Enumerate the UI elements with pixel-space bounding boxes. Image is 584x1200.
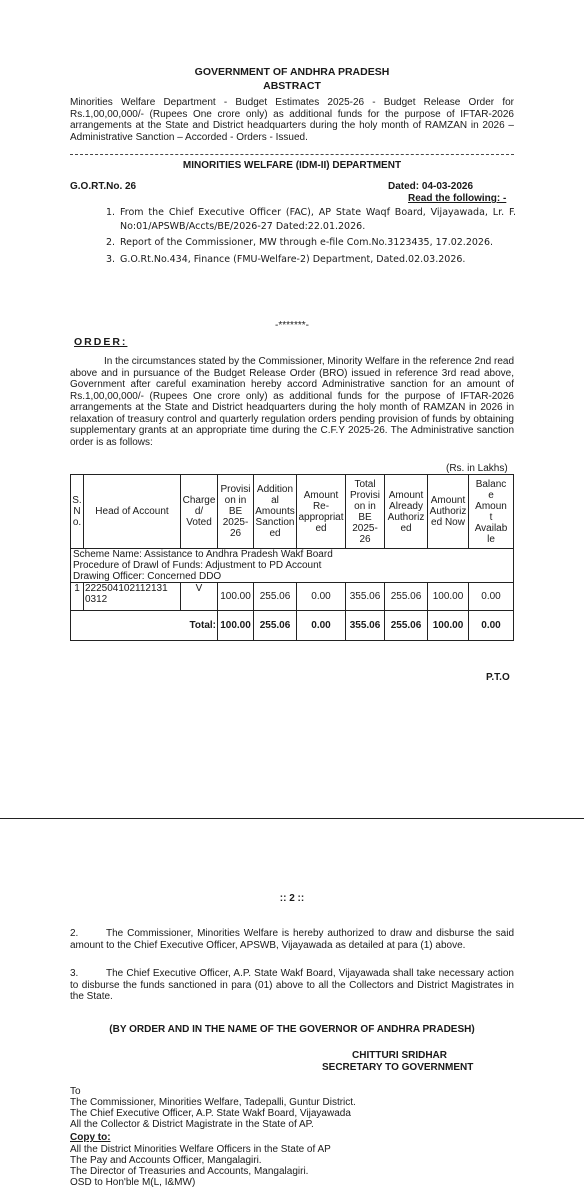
to-item: The Chief Executive Officer, A.P. State Wakf Board, Vijayawada [70,1108,351,1119]
scheme-row [71,549,514,583]
pto-label: P.T.O [486,672,510,683]
page-2 [0,822,584,1200]
copy-item: All the District Minorities Welfare Officers in the State of AP [70,1144,331,1155]
order-heading: ORDER: [74,336,128,348]
col-head-of-account: Head of Account [84,475,181,549]
signatory-designation: SECRETARY TO GOVERNMENT [322,1062,474,1073]
para-3-number: 3. [70,968,79,979]
col-sno: S. N o. [71,475,84,549]
by-order-line: (BY ORDER AND IN THE NAME OF THE GOVERNOR OF ANDHRA PRADESH) [109,1024,475,1035]
total-label: Total: [71,611,218,641]
reference-item: 2. Report of the Commissioner, MW through e-file Com.No.3123435, 17.02.2026. [106,237,494,248]
page-separator [0,818,584,819]
department-title: MINORITIES WELFARE (IDM-II) DEPARTMENT [182,160,402,171]
abstract-text: Minorities Welfare Department - Budget Estimates 2025-26 - Budget Release Order for Rs.1,00,00,000/- (Rupees One crore only) as additional funds for the purpose of IFTAR-2026 arrangements at the State and District headquarters during the holy month of RAMZAN in 2026 – Administrative Sanction – Accorded - Orders - Issued. [70,97,514,143]
abstract-title: ABSTRACT [263,80,321,92]
copy-item: The Director of Treasuries and Accounts, Mangalagiri. [70,1166,309,1177]
para-3-text: The Chief Executive Officer, A.P. State Wakf Board, Vijayawada shall take necessary action to disburse the funds sanctioned in para (01) above to all the Collectors and District Magistrates in the State. [70,968,514,1002]
stars-separator: -*******- [275,320,309,331]
total-row: Total: 100.00 255.06 0.00 355.06 255.06 100.00 0.00 [71,611,514,641]
govt-title: GOVERNMENT OF ANDHRA PRADESH [194,66,390,78]
scheme-name: Scheme Name: Assistance to Andhra Pradesh Wakf Board [73,549,333,560]
table-row: 1 222504102112131 0312 V 100.00 255.06 0.00 355.06 255.06 100.00 0.00 [71,583,514,611]
sanction-table [70,474,514,641]
table-header-row [71,475,514,549]
para-2-number: 2. [70,928,79,939]
order-text: In the circumstances stated by the Commissioner, Minority Welfare in the reference 2nd read above and in pursuance of the Budget Release Order (BRO) issued in reference 3rd read above, Government after careful examination hereby accord Administrative sanction for an amount of Rs.1,00,00,000/- (Rupees One crore only) as additional funds for the purpose of IFTAR-2026 arrangements at the State and District headquarters during the holy month of RAMZAN in 2026 in relaxation of treasury control and quarterly regulation orders pending provision of funds by obtaining supplementary grants at an appropriate time during the C.F.Y 2025-26. The Administrative sanction order is as follows: [70,356,515,448]
col-authorized-now: Amount Authoriz ed Now [428,475,469,549]
page-marker: :: 2 :: [279,893,305,904]
col-already-authorized: Amount Already Authoriz ed [385,475,428,549]
col-charged-voted: Charge d/ Voted [181,475,218,549]
col-provision-be: Provisi on in BE 2025- 26 [218,475,254,549]
reference-item: 1. From the Chief Executive Officer (FAC), AP State Waqf Board, Vijayawada, Lr. F. No:01/APSWB/Accts/BE/2026-27 Dated:22.01.2026. [106,207,516,232]
copy-item: OSD to Hon'ble M(L, I&MW) [70,1177,196,1188]
go-date: Dated: 04-03-2026 [388,181,474,192]
para-2-text: The Commissioner, Minorities Welfare is hereby authorized to draw and disburse the said amount to the Chief Executive Officer, APSWB, Vijayawada as detailed at para (1) above. [70,928,514,951]
col-additional-amounts: Addition al Amounts Sanction ed [254,475,297,549]
rs-in-lakhs: (Rs. in Lakhs) [446,463,508,474]
go-number: G.O.RT.No. 26 [70,181,137,192]
read-following: Read the following: - [408,193,507,204]
col-total-provision: Total Provisi on in BE 2025- 26 [346,475,385,549]
reference-item: 3. G.O.Rt.No.434, Finance (FMU-Welfare-2) Department, Dated.02.03.2026. [106,253,466,265]
copy-item: The Pay and Accounts Officer, Mangalagiri. [70,1155,262,1166]
drawl-procedure: Procedure of Drawl of Funds: Adjustment to PD Account [73,560,322,571]
to-label: To [70,1086,81,1097]
drawing-officer: Drawing Officer: Concerned DDO [73,571,222,582]
divider-line [70,154,514,155]
to-item: The Commissioner, Minorities Welfare, Tadepalli, Guntur District. [70,1097,356,1108]
references-list [106,206,516,269]
col-reappropriated: Amount Re- appropriat ed [297,475,346,549]
signatory-name: CHITTURI SRIDHAR [352,1050,447,1061]
to-item: All the Collector & District Magistrate in the State of AP. [70,1119,314,1130]
copy-to-label: Copy to: [70,1132,111,1143]
col-balance: Balanc e Amoun t Availab le [469,475,514,549]
